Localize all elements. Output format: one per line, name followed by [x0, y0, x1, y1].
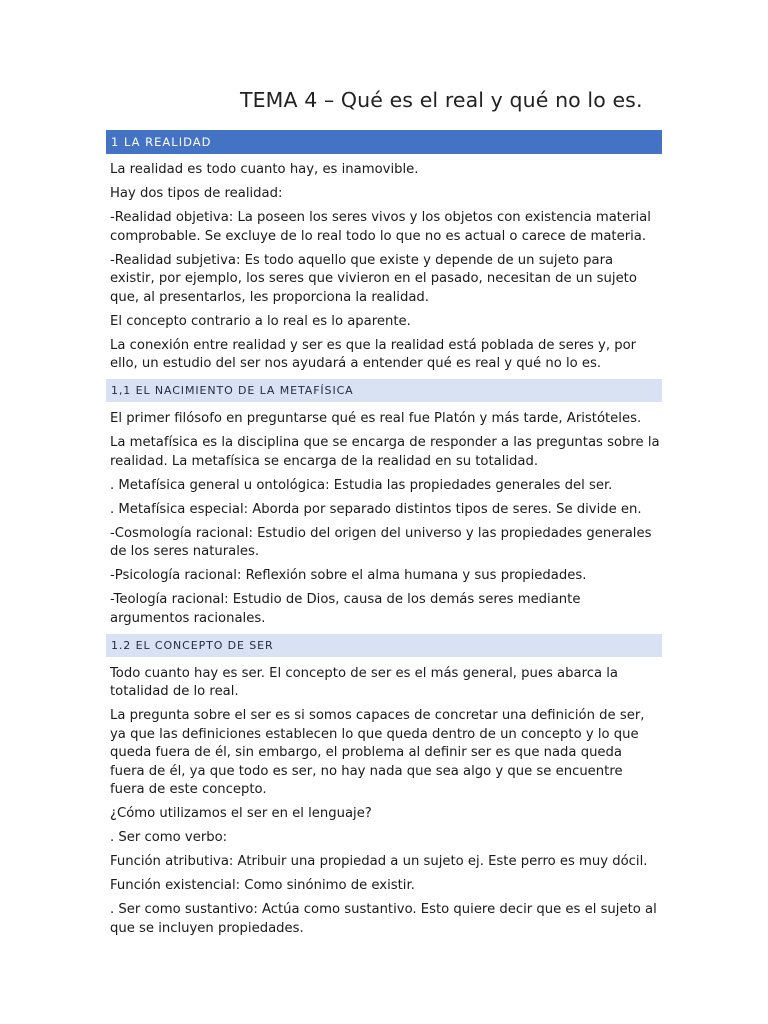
paragraph: La realidad es todo cuanto hay, es inamovible.: [110, 162, 419, 177]
paragraph: . Ser como verbo:: [110, 830, 228, 845]
paragraph: ¿Cómo utilizamos el ser en el lenguaje?: [110, 806, 372, 821]
paragraph: Hay dos tipos de realidad:: [110, 186, 283, 201]
paragraph: -Cosmología racional: Estudio del origen del universo y las propiedades generales de los seres naturales.: [110, 525, 652, 559]
paragraph: -Teología racional: Estudio de Dios, causa de los demás seres mediante argumentos racionales.: [110, 592, 581, 626]
paragraph: El primer filósofo en preguntarse qué es real fue Platón y más tarde, Aristóteles.: [110, 411, 642, 426]
paragraph: . Ser como sustantivo: Actúa como sustantivo. Esto quiere decir que es el sujeto al que se incluyen propiedades.: [110, 902, 657, 936]
section-heading-la-realidad: 1 LA REALIDAD: [106, 130, 662, 154]
section-heading-concepto-de-ser: 1.2 EL CONCEPTO DE SER: [106, 634, 662, 657]
paragraph: Función atributiva: Atribuir una propiedad a un sujeto ej. Este perro es muy dócil.: [110, 854, 648, 869]
paragraph: La metafísica es la disciplina que se encarga de responder a las preguntas sobre la realidad. La metafísica se encarga de la realidad en su totalidad.: [110, 435, 660, 469]
paragraph: La pregunta sobre el ser es si somos capaces de concretar una definición de ser, ya que las definiciones establecen lo que queda dentro de un concepto y lo que queda fuera de él, sin embargo, el problema al definir ser es que nada queda fuera de él, ya que todo es ser, no hay nada que sea algo y que se encuentre fuera de este concepto.: [110, 708, 645, 797]
section-heading-metafisica: 1,1 EL NACIMIENTO DE LA METAFÍSICA: [106, 379, 662, 402]
paragraph: -Realidad objetiva: La poseen los seres vivos y los objetos con existencia material comprobable. Se excluye de lo real todo lo que no es actual o carece de materia.: [110, 210, 651, 244]
paragraph: Todo cuanto hay es ser. El concepto de ser es el más general, pues abarca la totalidad de lo real.: [110, 665, 618, 699]
paragraph: La conexión entre realidad y ser es que la realidad está poblada de seres y, por ello, un estudio del ser nos ayudará a entender qué es real y qué no lo es.: [110, 337, 637, 371]
document-body: [106, 130, 662, 944]
page-title: TEMA 4 – Qué es el real y qué no lo es.: [240, 88, 643, 112]
paragraph: . Metafísica general u ontológica: Estudia las propiedades generales del ser.: [110, 477, 613, 493]
paragraph: Función existencial: Como sinónimo de existir.: [110, 878, 415, 893]
paragraph: -Psicología racional: Reflexión sobre el alma humana y sus propiedades.: [110, 568, 587, 583]
paragraph: . Metafísica especial: Aborda por separado distintos tipos de seres. Se divide en.: [110, 501, 642, 517]
paragraph: El concepto contrario a lo real es lo aparente.: [110, 313, 411, 329]
paragraph: -Realidad subjetiva: Es todo aquello que existe y depende de un sujeto para existir, por ejemplo, los seres que vivieron en el pasado, necesitan de un sujeto que, al presentarlos, les proporciona la realidad.: [110, 252, 637, 305]
